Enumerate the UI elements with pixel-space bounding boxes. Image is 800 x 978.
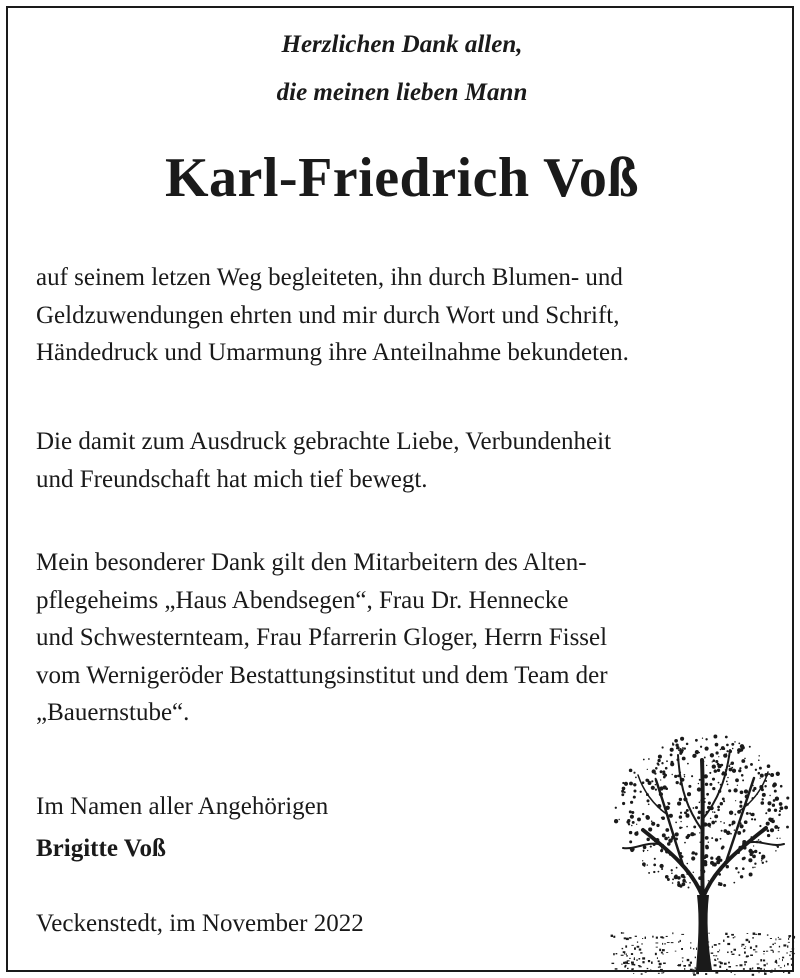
thanks-paragraph (36, 259, 774, 372)
paragraph-line: Händedruck und Umarmung ihre Anteilnahme bekundeten. (36, 339, 629, 366)
signatory-name: Brigitte Voß (36, 835, 166, 862)
paragraph-line: auf seinem letzen Weg begleiteten, ihn durch Blumen- und (36, 264, 623, 291)
paragraph-line: und Schwesternteam, Frau Pfarrerin Gloger, Herrn Fissel (36, 624, 608, 651)
deceased-name: Karl-Friedrich Voß (164, 147, 640, 209)
paragraph-line: Die damit zum Ausdruck gebrachte Liebe, Verbundenheit (36, 428, 612, 455)
tree-trunk (696, 895, 712, 970)
intro-line-1: Herzlichen Dank allen, (281, 31, 523, 58)
paragraph-line: Geldzuwendungen ehrten und mir durch Wort und Schrift, (36, 301, 620, 329)
intro-line-2: die meinen lieben Mann (276, 79, 528, 106)
paragraph-line: Mein besonderer Dank gilt den Mitarbeitern des Alten- (36, 549, 587, 576)
place-date: Veckenstedt, im November 2022 (36, 910, 364, 937)
paragraph-line: und Freundschaft hat mich tief bewegt. (36, 465, 428, 493)
obituary-card (6, 6, 794, 972)
paragraph-line: „Bauernstube“. (36, 699, 190, 726)
tree-icon (608, 720, 798, 978)
paragraph-line: pflegeheims „Haus Abendsegen“, Frau Dr. Hennecke (36, 586, 569, 614)
feeling-paragraph (36, 423, 774, 498)
on-behalf-text: Im Namen aller Angehörigen (36, 793, 329, 820)
special-thanks-paragraph (36, 544, 774, 732)
paragraph-line: vom Wernigeröder Bestattungsinstitut und dem Team der (36, 661, 608, 689)
